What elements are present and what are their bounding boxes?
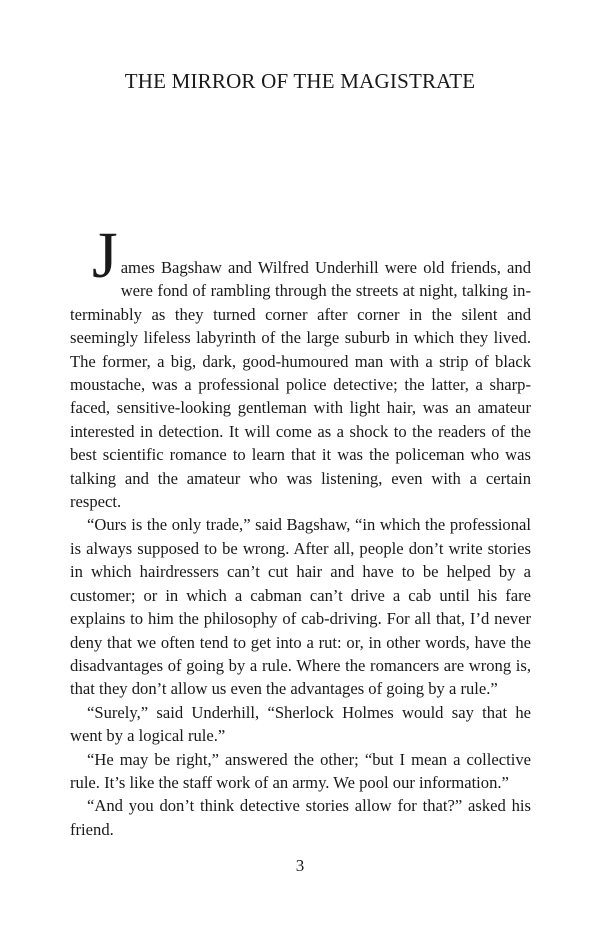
paragraph-4: “He may be right,” answered the other; “but I mean a collective rule. It’s like the staff work of an army. We pool our information.” (70, 749, 531, 792)
paragraph-1-text: ames Bagshaw and Wilfred Underhill were old friends, and were fond of rambling through the streets at night, talking interminably as they turned corner after corner in the silent and seemingly lifeless labyrinth of the large suburb in which they lived. The former, a big, dark, good-humoured man with a strip of black moustache, was a professional police detective; the latter, a sharp-faced, sensitive-looking gentleman with light hair, was an amateur interested in detection. It will come as a shock to the readers of the best scientific romance to learn that it was the policeman who was talking and the amateur who was listening, even with a certain respect. (70, 258, 531, 512)
paragraph-3: “Surely,” said Underhill, “Sherlock Holmes would say that he went by a logical rule.” (70, 702, 531, 746)
paragraph-2: “Ours is the only trade,” said Bagshaw, “in which the professional is always supposed to be wrong. After all, people don’t write stories in which hairdressers can’t cut hair and have to be helped by a customer; or in which a cabman can’t drive a cab until his fare explains to him the philosophy of cab-driving. For all that, I’d never deny that we often tend to get into a rut: or, in other words, have the disadvantages of going by a rule. Where the romancers are wrong is, that they don’t allow us even the advantages of going by a rule.” (70, 515, 531, 699)
page-number: 3 (295, 856, 305, 875)
body-text (70, 219, 531, 841)
drop-cap: J (92, 219, 118, 292)
paragraph-5: “And you don’t think detective stories allow for that?” asked his friend. (70, 796, 531, 839)
chapter-title: THE MIRROR OF THE MAGISTRATE (124, 69, 476, 93)
paragraph-1 (70, 219, 531, 513)
